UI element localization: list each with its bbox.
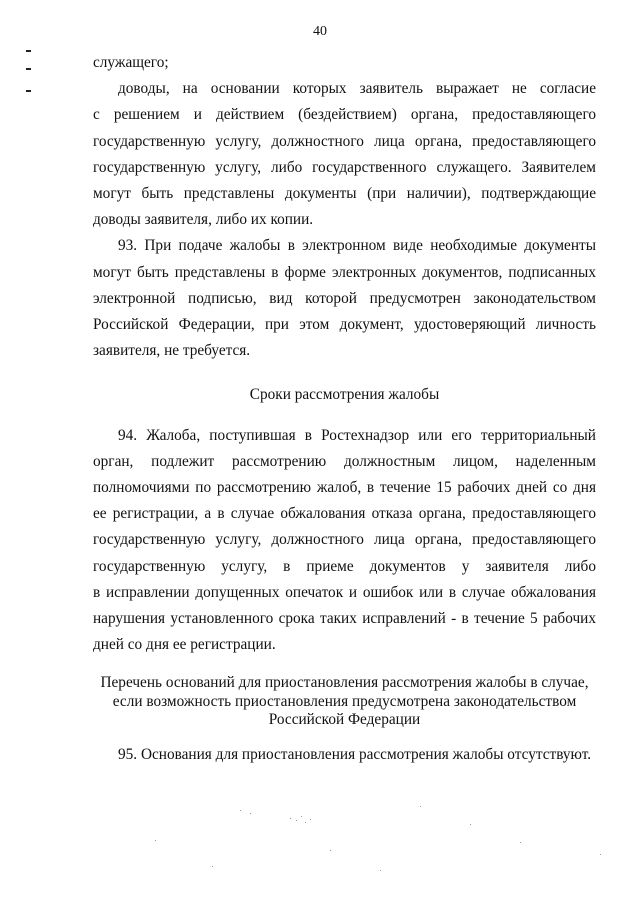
speck [520,842,521,843]
speck [310,819,311,820]
heading-line: если возможность приостановления предусмотрена законодательством [112,692,577,710]
speck [250,813,251,814]
text-line: государственную услугу, должностного лица органа, предоставляющего [93,531,596,549]
text-line: 93. При подаче жалобы в электронном виде необходимые документы [118,237,596,255]
text-line: доводы, на основании которых заявитель выражает не согласие [118,80,596,98]
text-line: Российской Федерации, при этом документ, удостоверяющий личность [93,316,596,334]
text-line: дней со дня ее регистрации. [93,636,276,654]
paragraph [93,50,596,76]
margin-mark [26,68,31,70]
paragraph [93,423,596,659]
text-line: полномочиями по рассмотрению жалоб, в течение 15 рабочих дней со дня [93,479,596,497]
heading-line: Российской Федерации [268,711,421,729]
speck [470,824,471,825]
speck [290,818,291,819]
text-line: 94. Жалоба, поступившая в Ростехнадзор или его территориальный [118,426,596,444]
text-line: государственную услугу, должностного лица органа, предоставляющего [93,132,596,150]
text-line: заявителя, не требуется. [93,342,251,360]
text-line: доводы заявителя, либо их копии. [93,211,314,229]
text-line: электронной подписью, вид которой предусмотрен законодательством [93,289,596,307]
text-line: государственную услугу, либо государственного служащего. Заявителем [93,158,596,176]
speck [420,806,421,807]
speck [240,810,241,811]
paragraph [93,233,596,364]
paragraph-group-2 [93,423,596,659]
speck [301,816,302,817]
text-line: могут быть представлены в форме электронных документов, подписанных [93,263,596,281]
speck [212,866,213,867]
scan-specks [0,780,640,900]
section-heading-terms: Сроки рассмотрения жалобы [249,386,440,404]
text-line: могут быть представлены документы (при наличии), подтверждающие [93,185,596,203]
margin-mark [26,90,31,92]
speck [296,820,297,821]
document-body [93,50,596,768]
speck [155,840,156,841]
text-line: государственную услугу, в приеме документов у заявителя либо [93,557,596,575]
speck [600,854,601,855]
margin-mark [26,50,31,52]
paragraph-group-1 [93,50,596,364]
text-line: с решением и действием (бездействием) органа, предоставляющего [93,106,596,124]
speck [330,850,331,851]
speck [380,870,381,871]
text-line: служащего; [93,54,169,71]
text-line: в исправлении допущенных опечаток и ошибок или в случае обжалования [93,583,596,601]
text-line: ее регистрации, а в случае обжалования отказа органа, предоставляющего [93,505,596,523]
text-line: орган, подлежит рассмотрению должностным лицом, наделенным [93,452,596,470]
paragraph [93,76,596,233]
speck [305,822,306,823]
section-heading-grounds [93,674,596,730]
paragraph-95: 95. Основания для приостановления рассмотрения жалобы отсутствуют. [118,745,592,763]
page-number: 40 [313,24,327,39]
heading-line: Перечень оснований для приостановления рассмотрения жалобы в случае, [100,674,589,692]
text-line: нарушения установленного срока таких исправлений - в течение 5 рабочих [93,610,596,628]
